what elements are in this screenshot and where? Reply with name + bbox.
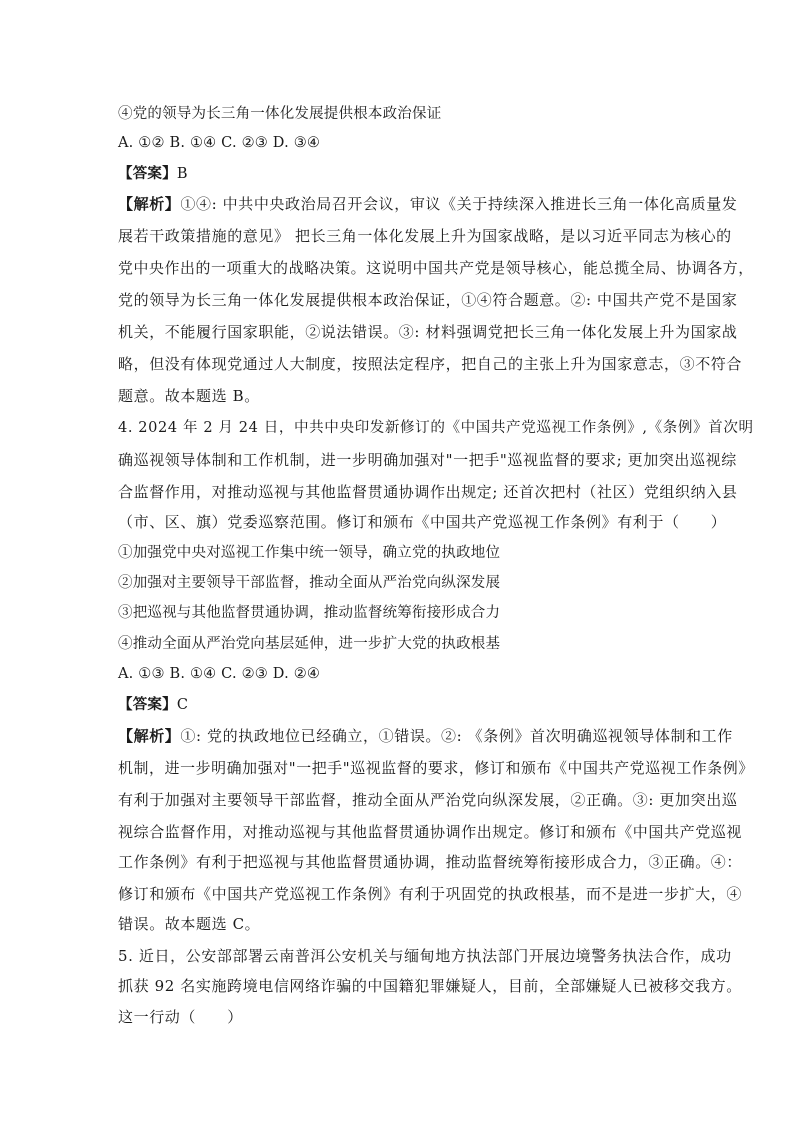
q5-stem-line: 5. 近日，公安部部署云南普洱公安机关与缅甸地方执法部门开展边境警务执法合作，成功 [118, 947, 732, 965]
q3-analysis-line: 机关，不能履行国家职能，②说法错误。③: 材料强调党把长三角一体化发展上升为国家战 [118, 323, 738, 341]
q3-analysis-line: 题意。故本题选 B。 [118, 387, 260, 405]
answer-label: 【答案】 [118, 696, 177, 713]
q4-option: ②加强对主要领导干部监督，推动全面从严治党向纵深发展 [118, 575, 501, 591]
q4-stem-line: 确巡视领导体制和工作机制，进一步明确加强对"一把手"巡视监督的要求; 更加突出巡视综 [118, 451, 737, 469]
q5-stem-line: 抓获 92 名实施跨境电信网络诈骗的中国籍犯罪嫌疑人，目前，全部嫌疑人已被移交我方。 [118, 977, 742, 995]
q3-analysis-line: 展若干政策措施的意见》 把长三角一体化发展上升为国家战略，是以习近平同志为核心的 [118, 227, 732, 245]
q3-analysis-line: 略，但没有体现党通过人大制度，按照法定程序，把自己的主张上升为国家意志，③不符合 [118, 355, 743, 373]
q4-option: ③把巡视与其他监督贯通协调，推动监督统筹衔接形成合力 [118, 605, 501, 621]
q4-analysis-line: 机制，进一步明确加强对"一把手"巡视监督的要求，修订和颁布《中国共产党巡视工作条例》 [118, 759, 754, 777]
answer-value: C [176, 697, 189, 713]
q4-analysis-line: 修订和颁布《中国共产党巡视工作条例》有利于巩固党的执政根基，而不是进一步扩大，④ [118, 885, 743, 903]
q4-stem-line: （市、区、旗）党委巡察范围。修订和颁布《中国共产党巡视工作条例》有利于（ ） [118, 513, 727, 531]
q4-analysis-line: 视综合监督作用，对推动巡视与其他监督贯通协调作出规定。修订和颁布《中国共产党巡视 [118, 823, 743, 841]
q4-analysis-line: 工作条例》有利于把巡视与其他监督贯通协调，推动监督统筹衔接形成合力，③正确。④： [118, 853, 743, 871]
q4-choices: A. ①③ B. ①④ C. ②③ D. ②④ [118, 666, 321, 682]
q4-analysis-line: 错误。故本题选 C。 [118, 915, 261, 933]
q4-option: ④推动全面从严治党向基层延伸，进一步扩大党的执政根基 [118, 636, 501, 652]
q4-answer [118, 695, 188, 715]
q3-analysis-line: 党中央作出的一项重大的战略决策。这说明中国共产党是领导核心，能总揽全局、协调各方， [118, 259, 754, 277]
analysis-label: 【解析】 [118, 195, 181, 213]
q3-choices: A. ①② B. ①④ C. ②③ D. ③④ [118, 135, 321, 151]
q4-option: ①加强党中央对巡视工作集中统一领导，确立党的执政地位 [118, 545, 501, 561]
analysis-label: 【解析】 [118, 727, 181, 745]
q3-analysis-line: 党的领导为长三角一体化发展提供根本政治保证，①④符合题意。②: 中国共产党不是国家 [118, 291, 738, 309]
q3-analysis-line: 【解析】①④: 中共中央政治局召开会议，审议《关于持续深入推进长三角一体化高质量发 [118, 195, 738, 213]
q4-stem-line: 合监督作用，对推动巡视与其他监督贯通协调作出规定; 还首次把村（社区）党组织纳入县 [118, 483, 738, 501]
q4-stem-line: 4. 2024 年 2 月 24 日，中共中央印发新修订的《中国共产党巡视工作条例》,《条例》首次明 [118, 419, 754, 436]
q3-answer [118, 164, 188, 184]
q3-option-4: ④党的领导为长三角一体化发展提供根本政治保证 [118, 106, 442, 122]
q4-analysis-line: 有利于加强对主要领导干部监督，推动全面从严治党向纵深发展，②正确。③: 更加突出巡 [118, 791, 738, 809]
answer-label: 【答案】 [118, 165, 177, 182]
answer-value: B [176, 166, 188, 182]
q5-stem-line: 这一行动（ ） [118, 1008, 243, 1026]
q4-analysis-line: 【解析】①: 党的执政地位已经确立，①错误。②: 《条例》首次明确巡视领导体制和工作 [118, 727, 733, 745]
